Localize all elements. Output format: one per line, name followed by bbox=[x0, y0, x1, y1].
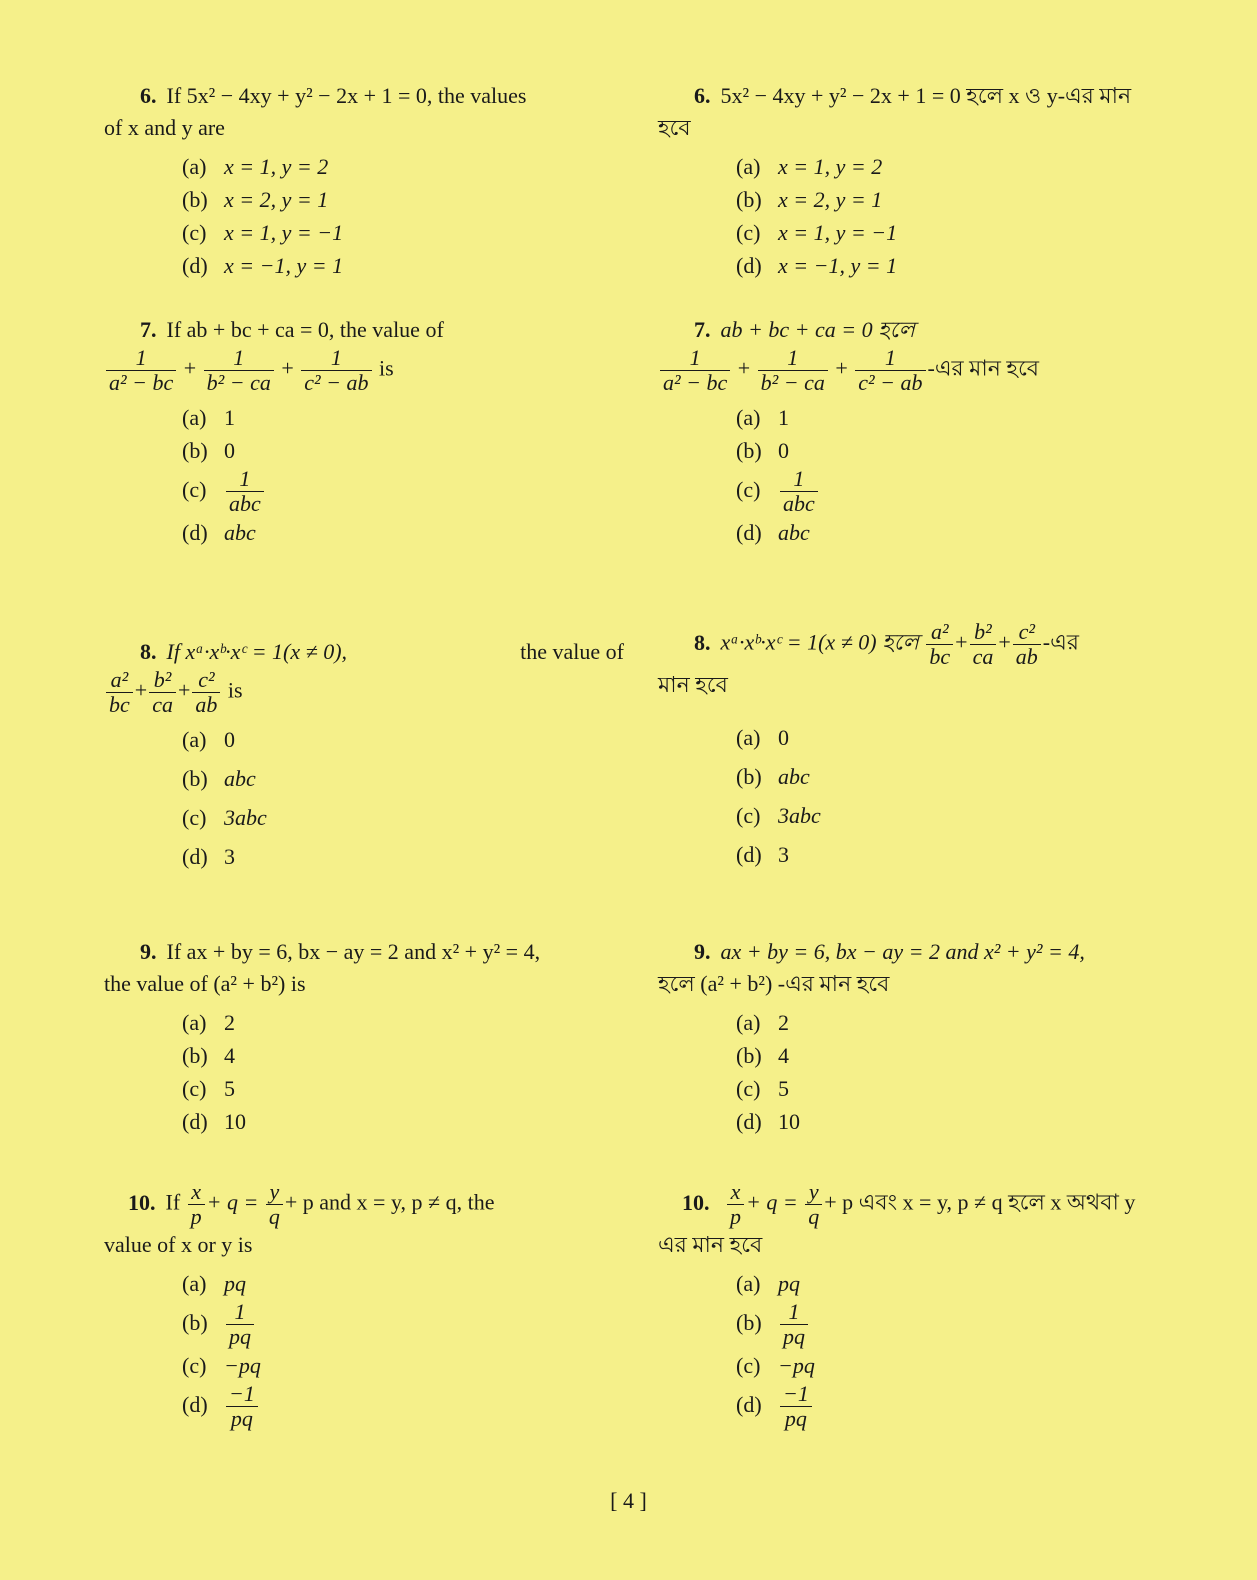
question-8: 8. If xᵃ·xᵇ·xᶜ = 1(x ≠ 0), the value of $\frac{\text{a²}}{bc}$ + $\frac{\text{b²}}{ca}$ + $\frac{\text{c²}}{ab}$ is (a) 0 (b) abc (c) 3abc (d) 3 bbox=[104, 636, 624, 873]
question-text-cont: value of x or y is bbox=[104, 1232, 253, 1257]
question-text: ab + bc + ca = 0 হলে bbox=[720, 317, 915, 342]
option-a[interactable]: (a) 0 bbox=[736, 725, 789, 750]
options bbox=[736, 721, 1178, 871]
option-a[interactable]: (a) 1 bbox=[182, 405, 235, 430]
options bbox=[736, 401, 1178, 549]
question-number: 6. bbox=[694, 83, 711, 108]
question-7 bbox=[104, 314, 624, 549]
question-number: 9. bbox=[694, 939, 711, 964]
question-text-cont: হবে bbox=[658, 115, 691, 140]
options bbox=[736, 1006, 1178, 1138]
options bbox=[736, 1267, 1178, 1431]
question-number: 10. bbox=[682, 1189, 710, 1215]
question-text-cont: এর মান হবে bbox=[658, 1232, 763, 1257]
option-d[interactable]: (d) x = −1, y = 1 bbox=[736, 253, 898, 278]
page-number: [ 4 ] bbox=[610, 1488, 647, 1513]
options bbox=[182, 1006, 624, 1138]
question-7-bn bbox=[658, 314, 1178, 549]
option-c[interactable]: (c) x = 1, y = −1 bbox=[736, 220, 898, 245]
option-c[interactable]: (c) 5 bbox=[182, 1076, 235, 1101]
option-d[interactable]: (d) abc bbox=[182, 520, 256, 545]
options bbox=[182, 1267, 624, 1431]
question-6-bn bbox=[658, 80, 1178, 282]
option-a[interactable]: (a) pq bbox=[182, 1271, 246, 1296]
option-d[interactable]: (d) 3 bbox=[736, 842, 789, 867]
option-b[interactable]: (b) 4 bbox=[736, 1043, 789, 1068]
question-number: 8. bbox=[140, 639, 157, 664]
options bbox=[182, 723, 624, 873]
question-number: 8. bbox=[694, 629, 711, 655]
option-c[interactable]: (c) $\frac{1}{\text{abc}}$ bbox=[736, 467, 1178, 516]
option-a[interactable]: (a) x = 1, y = 2 bbox=[182, 154, 329, 179]
question-6 bbox=[104, 80, 624, 282]
option-d[interactable]: (d) x = −1, y = 1 bbox=[182, 253, 344, 278]
option-c[interactable]: (c) x = 1, y = −1 bbox=[182, 220, 344, 245]
question-text-cont: হলে (a² + b²) -এর মান হবে bbox=[658, 971, 890, 996]
option-d[interactable]: (d) 10 bbox=[182, 1109, 246, 1134]
option-c[interactable]: (c) −pq bbox=[736, 1353, 815, 1378]
option-b[interactable]: (b) x = 2, y = 1 bbox=[736, 187, 883, 212]
question-text-cont: the value of (a² + b²) is bbox=[104, 971, 306, 996]
question-9-bn bbox=[658, 936, 1178, 1138]
question-text: ax + by = 6, bx − ay = 2 and x² + y² = 4, bbox=[720, 939, 1085, 964]
option-a[interactable]: (a) 0 bbox=[182, 727, 235, 752]
question-text-cont: of x and y are bbox=[104, 115, 225, 140]
option-a[interactable]: (a) pq bbox=[736, 1271, 800, 1296]
question-number: 7. bbox=[140, 317, 157, 342]
expression: $\frac{\text{a²}}{bc}$ + $\frac{\text{b²}}{ca}$ + $\frac{\text{c²}}{ab}$ is bbox=[104, 668, 624, 717]
option-a[interactable]: (a) 2 bbox=[182, 1010, 235, 1035]
option-b[interactable]: (b) abc bbox=[736, 764, 810, 789]
question-text: If 5x² − 4xy + y² − 2x + 1 = 0, the values bbox=[166, 83, 527, 108]
expression: $\frac{1}{\text{a² − bc}}$ + $\frac{1}{\text{b² − ca}}$ + $\frac{1}{\text{c² − ab}}$ is bbox=[104, 346, 624, 395]
option-c[interactable]: (c) $\frac{1}{\text{abc}}$ bbox=[182, 467, 624, 516]
question-text-cont: মান হবে bbox=[658, 672, 728, 697]
option-d[interactable]: (d) 10 bbox=[736, 1109, 800, 1134]
option-d[interactable]: (d) abc bbox=[736, 520, 810, 545]
option-b[interactable]: (b) 0 bbox=[182, 438, 235, 463]
question-number: 10. bbox=[128, 1189, 156, 1215]
option-a[interactable]: (a) 1 bbox=[736, 405, 789, 430]
expression: $\frac{1}{\text{a² − bc}}$ + $\frac{1}{\text{b² − ca}}$ + $\frac{1}{\text{c² − ab}}$ -এর মান হবে bbox=[658, 346, 1178, 395]
option-c[interactable]: (c) −pq bbox=[182, 1353, 261, 1378]
option-c[interactable]: (c) 5 bbox=[736, 1076, 789, 1101]
option-a[interactable]: (a) x = 1, y = 2 bbox=[736, 154, 883, 179]
option-b[interactable]: (b) abc bbox=[182, 766, 256, 791]
question-number: 7. bbox=[694, 317, 711, 342]
option-b[interactable]: (b) 4 bbox=[182, 1043, 235, 1068]
options bbox=[182, 150, 624, 282]
option-b[interactable]: (b) $\frac{1}{pq}$ bbox=[736, 1300, 1178, 1349]
question-9 bbox=[104, 936, 624, 1138]
question-number: 9. bbox=[140, 939, 157, 964]
option-a[interactable]: (a) 2 bbox=[736, 1010, 789, 1035]
option-b[interactable]: (b) 0 bbox=[736, 438, 789, 463]
question-text: If ax + by = 6, bx − ay = 2 and x² + y² = 4, bbox=[166, 939, 541, 964]
options bbox=[736, 150, 1178, 282]
option-b[interactable]: (b) x = 2, y = 1 bbox=[182, 187, 329, 212]
question-text: If ab + bc + ca = 0, the value of bbox=[166, 317, 444, 342]
question-text: If xᵃ·xᵇ·xᶜ = 1(x ≠ 0), bbox=[166, 639, 348, 664]
question-10-bn: 10. $\frac{x}{p}$ + q = $\frac{y}{q}$ + p এবং x = y, p ≠ q হলে x অথবা y এর মান হবে (a) pq (b) $\frac{1}{pq}$ (c) −pq (d) $\frac{-1}{pq}$ bbox=[658, 1180, 1178, 1431]
question-10: 10. If $\frac{x}{p}$ + q = $\frac{y}{q}$ + p and x = y, p ≠ q, the value of x or y is (a) pq (b) $\frac{1}{pq}$ (c) −pq (d) $\frac{-1}{pq}$ bbox=[104, 1180, 624, 1431]
question-8-bn: 8. xᵃ·xᵇ·xᶜ = 1(x ≠ 0) হলে $\frac{\text{a²}}{bc}$ + $\frac{\text{b²}}{ca}$ + $\frac{\text{c²}}{ab}$ -এর মান হবে (a) 0 (b) abc (c) 3abc (d) 3 bbox=[658, 620, 1178, 871]
option-c[interactable]: (c) 3abc bbox=[736, 803, 821, 828]
question-text: 5x² − 4xy + y² − 2x + 1 = 0 হলে x ও y-এর মান bbox=[720, 83, 1132, 108]
options bbox=[182, 401, 624, 549]
question-number: 6. bbox=[140, 83, 157, 108]
option-d[interactable]: (d) 3 bbox=[182, 844, 235, 869]
option-d[interactable]: (d) $\frac{-1}{pq}$ bbox=[736, 1382, 1178, 1431]
question-text: xᵃ·xᵇ·xᶜ = 1(x ≠ 0) হলে bbox=[720, 629, 919, 655]
option-c[interactable]: (c) 3abc bbox=[182, 805, 267, 830]
option-b[interactable]: (b) $\frac{1}{pq}$ bbox=[182, 1300, 624, 1349]
option-d[interactable]: (d) $\frac{-1}{pq}$ bbox=[182, 1382, 624, 1431]
